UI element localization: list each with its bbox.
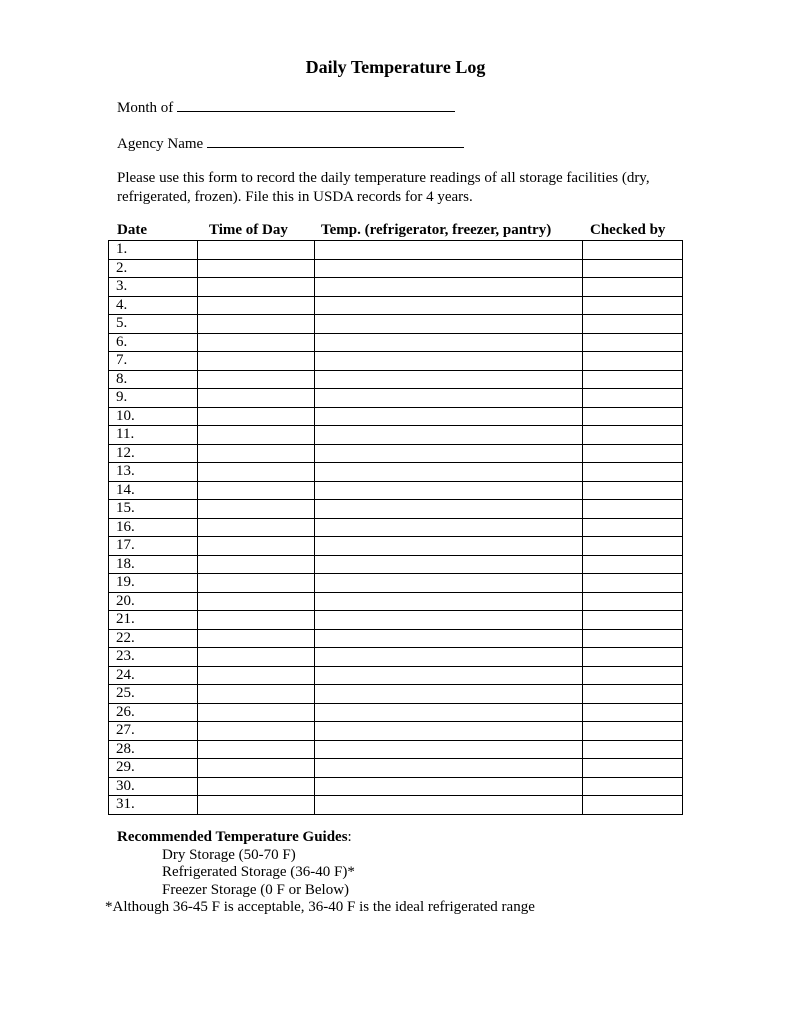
checked-by-cell[interactable]	[583, 518, 683, 537]
table-row	[109, 685, 683, 704]
time-of-day-cell[interactable]	[198, 352, 315, 371]
date-cell: 30.	[109, 777, 198, 796]
table-row	[109, 555, 683, 574]
time-of-day-cell[interactable]	[198, 722, 315, 741]
table-row	[109, 278, 683, 297]
date-cell: 24.	[109, 666, 198, 685]
date-cell: 27.	[109, 722, 198, 741]
checked-by-header: Checked by	[590, 222, 666, 238]
temp-cell[interactable]	[315, 722, 583, 741]
date-cell: 6.	[109, 333, 198, 352]
date-cell: 10.	[109, 407, 198, 426]
time-of-day-cell[interactable]	[198, 777, 315, 796]
time-of-day-cell[interactable]	[198, 315, 315, 334]
checked-by-cell[interactable]	[583, 426, 683, 445]
checked-by-cell[interactable]	[583, 592, 683, 611]
date-cell: 3.	[109, 278, 198, 297]
table-row	[109, 518, 683, 537]
checked-by-cell[interactable]	[583, 407, 683, 426]
temp-cell[interactable]	[315, 241, 583, 260]
time-of-day-cell[interactable]	[198, 629, 315, 648]
date-cell: 4.	[109, 296, 198, 315]
time-of-day-cell[interactable]	[198, 389, 315, 408]
guides-title: Recommended Temperature Guides	[117, 829, 348, 845]
guide-freezer-storage: Freezer Storage (0 F or Below)	[162, 881, 350, 898]
checked-by-cell[interactable]	[583, 666, 683, 685]
date-cell: 16.	[109, 518, 198, 537]
checked-by-cell[interactable]	[583, 574, 683, 593]
temp-cell[interactable]	[315, 666, 583, 685]
table-row	[109, 463, 683, 482]
checked-by-cell[interactable]	[583, 555, 683, 574]
table-row	[109, 352, 683, 371]
table-row	[109, 629, 683, 648]
instructions-text: Please use this form to record the daily temperature readings of all storage facilities (dry, refrigerated, frozen). File this in USDA records for 4 years.	[117, 170, 650, 205]
page-title: Daily Temperature Log	[305, 57, 486, 77]
time-of-day-cell[interactable]	[198, 759, 315, 778]
date-cell: 9.	[109, 389, 198, 408]
time-of-day-cell[interactable]	[198, 370, 315, 389]
temp-cell[interactable]	[315, 555, 583, 574]
temp-cell[interactable]	[315, 444, 583, 463]
temp-header: Temp. (refrigerator, freezer, pantry)	[321, 222, 552, 238]
time-of-day-cell[interactable]	[198, 481, 315, 500]
temp-cell[interactable]	[315, 259, 583, 278]
temp-cell[interactable]	[315, 759, 583, 778]
guide-refrigerated-storage: Refrigerated Storage (36-40 F)*	[162, 864, 355, 880]
table-row	[109, 703, 683, 722]
date-cell: 17.	[109, 537, 198, 556]
date-cell: 11.	[109, 426, 198, 445]
temp-cell[interactable]	[315, 777, 583, 796]
date-cell: 23.	[109, 648, 198, 667]
table-row	[109, 333, 683, 352]
guide-dry-storage: Dry Storage (50-70 F)	[162, 846, 296, 863]
checked-by-cell[interactable]	[583, 241, 683, 260]
date-cell: 13.	[109, 463, 198, 482]
time-of-day-cell[interactable]	[198, 666, 315, 685]
date-cell: 14.	[109, 481, 198, 500]
table-row	[109, 666, 683, 685]
table-row	[109, 759, 683, 778]
temp-cell[interactable]	[315, 296, 583, 315]
time-of-day-cell[interactable]	[198, 426, 315, 445]
table-row	[109, 259, 683, 278]
checked-by-cell[interactable]	[583, 315, 683, 334]
month-label: Month of	[117, 100, 174, 116]
table-row	[109, 481, 683, 500]
agency-input-line[interactable]	[207, 133, 464, 148]
date-cell: 18.	[109, 555, 198, 574]
checked-by-cell[interactable]	[583, 703, 683, 722]
table-row	[109, 500, 683, 519]
checked-by-cell[interactable]	[583, 333, 683, 352]
time-of-day-cell[interactable]	[198, 555, 315, 574]
date-cell: 2.	[109, 259, 198, 278]
time-of-day-cell[interactable]	[198, 740, 315, 759]
table-row	[109, 574, 683, 593]
date-cell: 20.	[109, 592, 198, 611]
table-row	[109, 426, 683, 445]
temp-cell[interactable]	[315, 407, 583, 426]
table-row	[109, 370, 683, 389]
guide-footnote: *Although 36-45 F is acceptable, 36-40 F is the ideal refrigerated range	[105, 899, 535, 915]
temperature-guides	[105, 829, 547, 917]
time-of-day-cell[interactable]	[198, 685, 315, 704]
temp-cell[interactable]	[315, 463, 583, 482]
date-cell: 7.	[109, 352, 198, 371]
temp-cell[interactable]	[315, 370, 583, 389]
temp-cell[interactable]	[315, 574, 583, 593]
table-row	[109, 592, 683, 611]
temp-cell[interactable]	[315, 740, 583, 759]
table-row	[109, 777, 683, 796]
checked-by-cell[interactable]	[583, 796, 683, 815]
month-field	[117, 97, 455, 117]
table-row	[109, 444, 683, 463]
date-cell: 22.	[109, 629, 198, 648]
temp-cell[interactable]	[315, 611, 583, 630]
temp-cell[interactable]	[315, 796, 583, 815]
checked-by-cell[interactable]	[583, 352, 683, 371]
checked-by-cell[interactable]	[583, 537, 683, 556]
checked-by-cell[interactable]	[583, 629, 683, 648]
temp-cell[interactable]	[315, 352, 583, 371]
table-row	[109, 296, 683, 315]
date-cell: 19.	[109, 574, 198, 593]
table-row	[109, 740, 683, 759]
temperature-log-table	[108, 240, 683, 815]
time-of-day-cell[interactable]	[198, 574, 315, 593]
temp-cell[interactable]	[315, 333, 583, 352]
temp-cell[interactable]	[315, 685, 583, 704]
temp-cell[interactable]	[315, 592, 583, 611]
checked-by-cell[interactable]	[583, 444, 683, 463]
checked-by-cell[interactable]	[583, 722, 683, 741]
checked-by-cell[interactable]	[583, 648, 683, 667]
checked-by-cell[interactable]	[583, 370, 683, 389]
time-of-day-cell[interactable]	[198, 407, 315, 426]
checked-by-cell[interactable]	[583, 500, 683, 519]
temp-cell[interactable]	[315, 703, 583, 722]
date-cell: 26.	[109, 703, 198, 722]
checked-by-cell[interactable]	[583, 278, 683, 297]
temp-cell[interactable]	[315, 426, 583, 445]
table-row	[109, 407, 683, 426]
table-row	[109, 241, 683, 260]
time-of-day-cell[interactable]	[198, 537, 315, 556]
date-cell: 15.	[109, 500, 198, 519]
checked-by-cell[interactable]	[583, 611, 683, 630]
temp-cell[interactable]	[315, 389, 583, 408]
temp-cell[interactable]	[315, 278, 583, 297]
time-of-day-cell[interactable]	[198, 333, 315, 352]
date-cell: 28.	[109, 740, 198, 759]
time-of-day-cell[interactable]	[198, 611, 315, 630]
time-of-day-cell[interactable]	[198, 296, 315, 315]
guides-title-colon: :	[347, 829, 352, 845]
date-cell: 1.	[109, 241, 198, 260]
checked-by-cell[interactable]	[583, 389, 683, 408]
time-of-day-header: Time of Day	[209, 222, 288, 238]
date-cell: 25.	[109, 685, 198, 704]
date-cell: 8.	[109, 370, 198, 389]
time-of-day-cell[interactable]	[198, 592, 315, 611]
time-of-day-cell[interactable]	[198, 796, 315, 815]
checked-by-cell[interactable]	[583, 296, 683, 315]
date-cell: 31.	[109, 796, 198, 815]
temp-cell[interactable]	[315, 315, 583, 334]
time-of-day-cell[interactable]	[198, 241, 315, 260]
checked-by-cell[interactable]	[583, 463, 683, 482]
temp-cell[interactable]	[315, 518, 583, 537]
checked-by-cell[interactable]	[583, 685, 683, 704]
checked-by-cell[interactable]	[583, 759, 683, 778]
checked-by-cell[interactable]	[583, 481, 683, 500]
checked-by-cell[interactable]	[583, 777, 683, 796]
temp-cell[interactable]	[315, 481, 583, 500]
table-row	[109, 315, 683, 334]
table-row	[109, 537, 683, 556]
table-row	[109, 648, 683, 667]
time-of-day-cell[interactable]	[198, 703, 315, 722]
agency-label: Agency Name	[117, 136, 204, 152]
temp-cell[interactable]	[315, 500, 583, 519]
month-input-line[interactable]	[177, 97, 455, 112]
agency-field	[117, 133, 464, 153]
checked-by-cell[interactable]	[583, 740, 683, 759]
time-of-day-cell[interactable]	[198, 518, 315, 537]
date-cell: 5.	[109, 315, 198, 334]
guides-heading	[117, 829, 547, 847]
temp-cell[interactable]	[315, 629, 583, 648]
date-header: Date	[117, 222, 147, 238]
checked-by-cell[interactable]	[583, 259, 683, 278]
time-of-day-cell[interactable]	[198, 463, 315, 482]
table-row	[109, 611, 683, 630]
time-of-day-cell[interactable]	[198, 500, 315, 519]
table-row	[109, 722, 683, 741]
temp-cell[interactable]	[315, 648, 583, 667]
time-of-day-cell[interactable]	[198, 278, 315, 297]
table-row	[109, 796, 683, 815]
date-cell: 29.	[109, 759, 198, 778]
time-of-day-cell[interactable]	[198, 259, 315, 278]
date-cell: 21.	[109, 611, 198, 630]
temp-cell[interactable]	[315, 537, 583, 556]
table-row	[109, 389, 683, 408]
table-column-headers	[117, 222, 683, 240]
time-of-day-cell[interactable]	[198, 444, 315, 463]
time-of-day-cell[interactable]	[198, 648, 315, 667]
date-cell: 12.	[109, 444, 198, 463]
